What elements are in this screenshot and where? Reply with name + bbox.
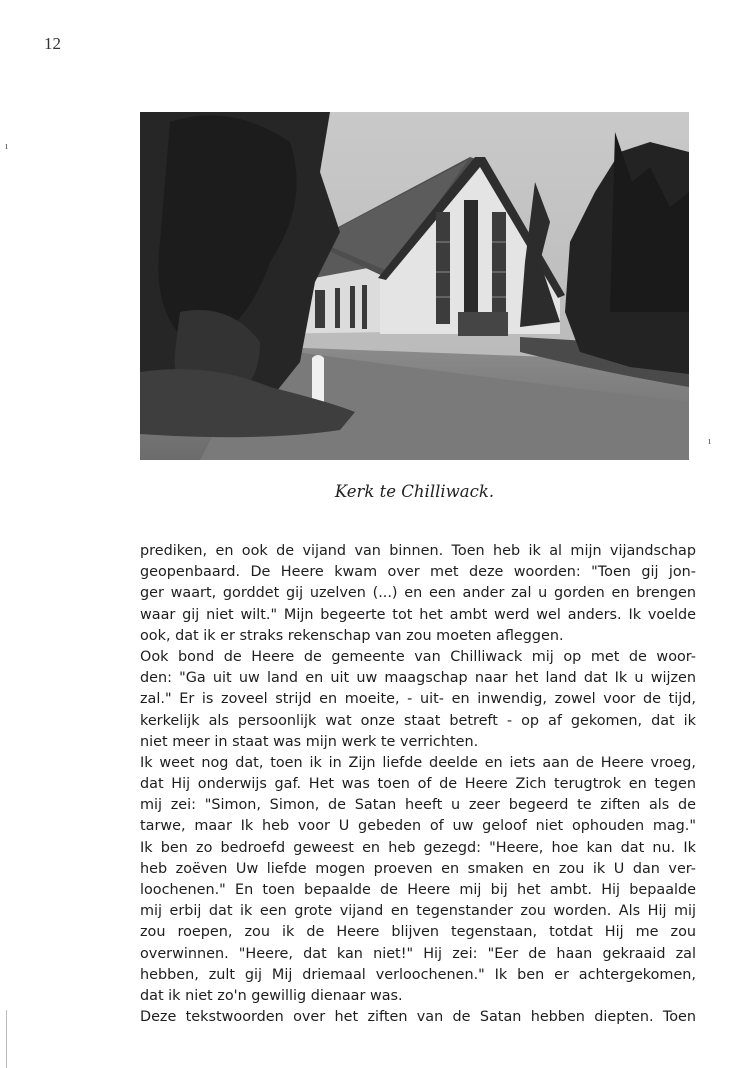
text-line: Ik ben zo bedroefd geweest en heb gezegd: "Heere, hoe kan dat nu. Ik bbox=[140, 839, 696, 856]
right-margin-mark: ı bbox=[708, 435, 712, 447]
text-line: ger waart, gorddet gij uzelven (...) en een ander zal u gorden en brengen bbox=[140, 585, 696, 602]
text-line: Ik weet nog dat, toen ik in Zijn liefde deelde en iets aan de Heere vroeg, bbox=[140, 754, 696, 771]
left-margin-mark: ı bbox=[5, 140, 9, 152]
text-line: dat Hij onderwijs gaf. Het was toen of de Heere Zich terugtrok en tegen bbox=[140, 776, 696, 793]
text-line: den: "Ga uit uw land en uit uw maagschap naar het land dat Ik u wijzen bbox=[140, 670, 696, 687]
church-photo bbox=[140, 112, 689, 460]
text-line: loochenen." En toen bepaalde de Heere mij bij het ambt. Hij bepaalde bbox=[140, 882, 696, 898]
text-line: Deze tekstwoorden over het ziften van de Satan hebben diepten. Toen bbox=[140, 1009, 696, 1026]
church-photo-graphic bbox=[140, 112, 689, 460]
text-line: zou roepen, zou ik de Heere blijven tegenstaan, totdat Hij me zou bbox=[140, 924, 696, 941]
text-line: Ook bond de Heere de gemeente van Chilliwack mij op met de woor- bbox=[140, 648, 696, 665]
text-line: overwinnen. "Heere, dat kan niet!" Hij zei: "Eer de haan gekraaid zal bbox=[140, 945, 696, 962]
text-line: geopenbaard. De Heere kwam over met deze woorden: "Toen gij jon- bbox=[140, 564, 696, 581]
text-line: mij erbij dat ik een grote vijand en tegenstander zou worden. Als Hij mij bbox=[140, 903, 696, 920]
text-line: zal." Er is zoveel strijd en moeite, - uit- en inwendig, zowel voor de tijd, bbox=[140, 691, 696, 708]
figure-caption: Kerk te Chilliwack. bbox=[334, 482, 495, 501]
text-line: kerkelijk als persoonlijk wat onze staat betreft - op af gekomen, dat ik bbox=[140, 712, 696, 729]
left-edge-rule bbox=[6, 1010, 7, 1068]
text-line: waar gij niet wilt." Mijn begeerte tot het ambt werd wel anders. Ik voelde bbox=[140, 606, 696, 623]
text-line: ook, dat ik er straks rekenschap van zou moeten afleggen. bbox=[140, 627, 564, 644]
text-line: prediken, en ook de vijand van binnen. Toen heb ik al mijn vijandschap bbox=[140, 543, 696, 559]
text-line: niet meer in staat was mijn werk te verrichten. bbox=[140, 733, 479, 750]
text-line: hebben, zult gij Mij driemaal verloochenen." Ik ben er achtergekomen, bbox=[140, 966, 696, 983]
text-line: dat ik niet zo'n gewillig dienaar was. bbox=[140, 987, 403, 1004]
text-line: heb zoëven Uw liefde mogen proeven en smaken en zou ik U dan ver- bbox=[140, 860, 696, 877]
page-number: 12 bbox=[44, 34, 61, 53]
body-text bbox=[140, 541, 696, 1028]
text-line: mij zei: "Simon, Simon, de Satan heeft u zeer begeerd te ziften als de bbox=[140, 797, 696, 814]
text-line: tarwe, maar Ik heb voor U gebeden of uw geloof niet ophouden mag." bbox=[140, 818, 696, 835]
